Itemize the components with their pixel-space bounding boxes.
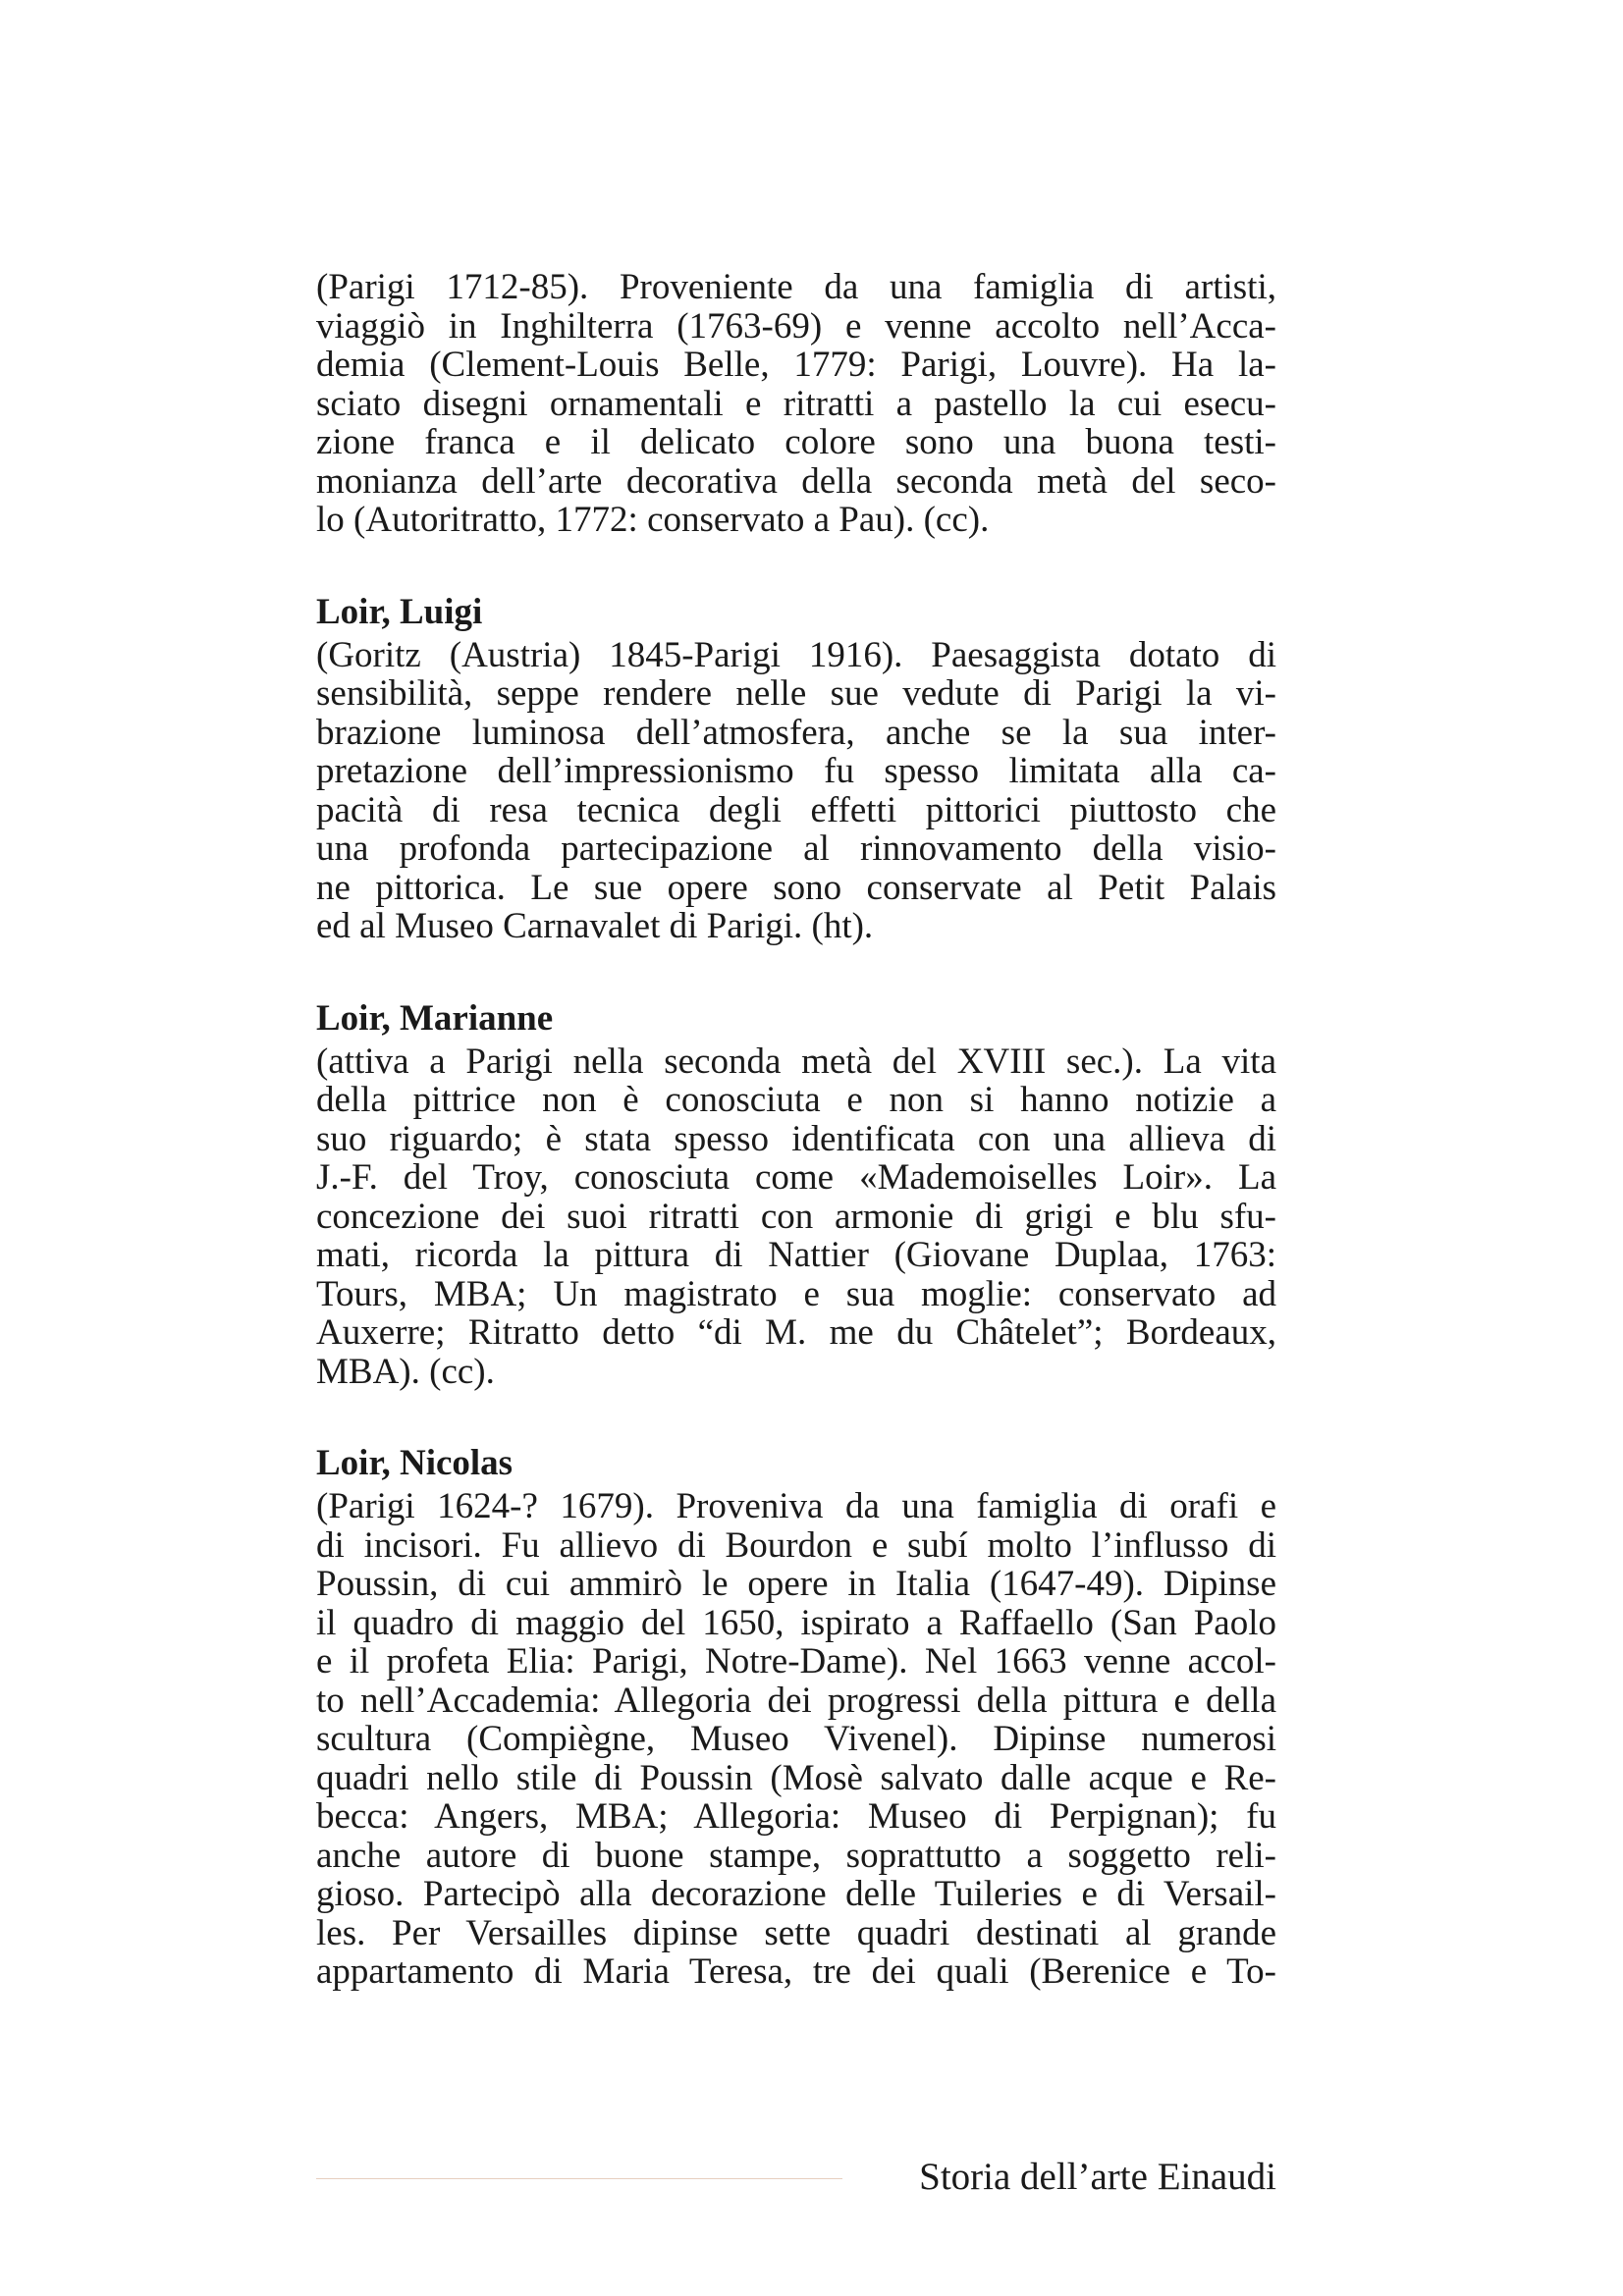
text-line: (attiva a Parigi nella seconda metà del XVIII sec.). La vita <box>316 1041 1276 1082</box>
text-line: scultura (Compiègne, Museo Vivenel). Dipinse numerosi <box>316 1719 1276 1759</box>
page-body <box>316 268 1276 2043</box>
text-line: pacità di resa tecnica degli effetti pittorici piuttosto che <box>316 789 1276 830</box>
entry-loir-nicolas <box>316 1442 1276 1992</box>
entry-loir-marianne <box>316 997 1276 1392</box>
text-line: lo (Autoritratto, 1772: conservato a Pau). (cc). <box>316 500 990 540</box>
text-line: demia (Clement-Louis Belle, 1779: Parigi, Louvre). Ha la- <box>316 345 1276 385</box>
text-line: ne pittorica. Le sue opere sono conservate al Petit Palais <box>316 867 1276 908</box>
text-line: brazione luminosa dell’atmosfera, anche se la sua inter- <box>316 712 1276 753</box>
text-line: anche autore di buone stampe, soprattutto a soggetto reli- <box>316 1835 1276 1876</box>
text-line: zione franca e il delicato colore sono una buona testi- <box>316 422 1276 462</box>
footer-publication-title: Storia dell’arte Einaudi <box>919 2156 1276 2198</box>
entry-continuation <box>316 268 1276 540</box>
text-line: viaggiò in Inghilterra (1763-69) e venne accolto nell’Acca- <box>316 305 1276 347</box>
text-line: J.-F. del Troy, conosciuta come «Mademoiselles Loir». La <box>316 1157 1276 1198</box>
text-line: sensibilità, seppe rendere nelle sue vedute di Parigi la vi- <box>316 673 1276 714</box>
text-line: Poussin, di cui ammirò le opere in Italia (1647-49). Dipinse <box>316 1564 1276 1604</box>
text-line: mati, ricorda la pittura di Nattier (Giovane Duplaa, 1763: <box>316 1235 1276 1275</box>
text-line: il quadro di maggio del 1650, ispirato a Raffaello (San Paolo <box>316 1602 1276 1643</box>
text-line: pretazione dell’impressionismo fu spesso limitata alla ca- <box>316 751 1276 791</box>
text-line: suo riguardo; è stata spesso identificata con una allieva di <box>316 1118 1276 1159</box>
text-line: (Parigi 1624-? 1679). Proveniva da una famiglia di orafi e <box>316 1486 1276 1526</box>
text-line: appartamento di Maria Teresa, tre dei quali (Berenice e To- <box>316 1951 1276 1992</box>
text-line: gioso. Partecipò alla decorazione delle Tuileries e di Versail- <box>316 1874 1276 1914</box>
text-line: sciato disegni ornamentali e ritratti a pastello la cui esecu- <box>316 383 1276 424</box>
text-line: una profonda partecipazione al rinnovamento della visio- <box>316 828 1276 869</box>
text-line: to nell’Accademia: Allegoria dei progressi della pittura e della <box>316 1680 1276 1721</box>
text-line: concezione dei suoi ritratti con armonie di grigi e blu sfu- <box>316 1196 1276 1237</box>
text-line: (Goritz (Austria) 1845-Parigi 1916). Paesaggista dotato di <box>316 634 1276 675</box>
entry-title: Loir, Luigi <box>316 591 483 632</box>
footer-rule <box>316 2178 842 2179</box>
text-line: Auxerre; Ritratto detto “di M. me du Châtelet”; Bordeaux, <box>316 1312 1276 1353</box>
entry-title: Loir, Nicolas <box>316 1443 514 1483</box>
text-line: les. Per Versailles dipinse sette quadri destinati al grande <box>316 1912 1276 1953</box>
text-line: quadri nello stile di Poussin (Mosè salvato dalle acque e Re- <box>316 1757 1276 1798</box>
text-line: della pittrice non è conosciuta e non si hanno notizie a <box>316 1080 1276 1120</box>
entry-title: Loir, Marianne <box>316 997 554 1039</box>
text-line: di incisori. Fu allievo di Bourdon e subí molto l’influsso di <box>316 1524 1276 1566</box>
text-line: MBA). (cc). <box>316 1351 495 1392</box>
text-line: e il profeta Elia: Parigi, Notre-Dame). Nel 1663 venne accol- <box>316 1641 1276 1682</box>
text-line: Tours, MBA; Un magistrato e sua moglie: conservato ad <box>316 1273 1276 1314</box>
entry-loir-luigi <box>316 591 1276 946</box>
text-line: becca: Angers, MBA; Allegoria: Museo di Perpignan); fu <box>316 1796 1276 1837</box>
text-line: ed al Museo Carnavalet di Parigi. (ht). <box>316 906 874 946</box>
text-line: monianza dell’arte decorativa della seconda metà del seco- <box>316 460 1276 502</box>
text-line: (Parigi 1712-85). Proveniente da una famiglia di artisti, <box>316 267 1276 307</box>
